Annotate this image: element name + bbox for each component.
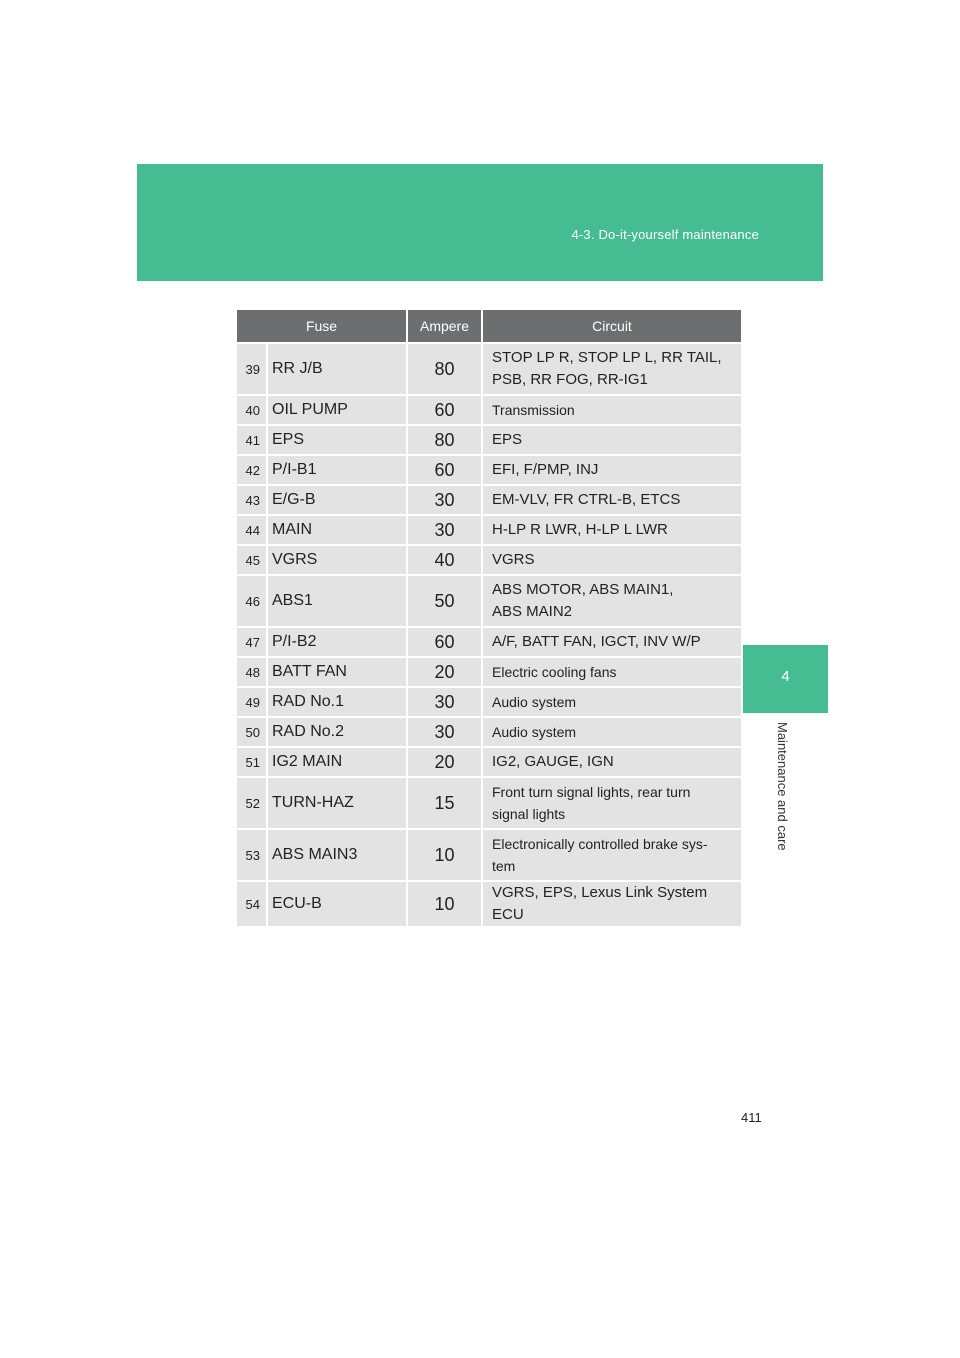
table-row [237, 747, 741, 777]
fuse-name: MAIN [267, 515, 407, 545]
circuit-cell [482, 657, 741, 687]
ampere-value: 30 [407, 717, 482, 747]
table-row [237, 545, 741, 575]
fuse-number: 50 [237, 717, 267, 747]
ampere-value: 60 [407, 627, 482, 657]
table-row [237, 687, 741, 717]
chapter-label-wrapper [772, 722, 794, 862]
circuit-line: Front turn signal lights, rear turn [492, 784, 691, 800]
table-row [237, 657, 741, 687]
fuse-number: 52 [237, 777, 267, 829]
chapter-tab [743, 645, 828, 713]
section-title: 4-3. Do-it-yourself maintenance [571, 227, 759, 242]
ampere-value: 30 [407, 687, 482, 717]
column-header-ampere: Ampere [407, 310, 482, 343]
ampere-value: 60 [407, 455, 482, 485]
fuse-name: ABS MAIN3 [267, 829, 407, 881]
column-header-circuit: Circuit [482, 310, 741, 343]
table-row [237, 829, 741, 881]
circuit-cell [482, 687, 741, 717]
chapter-label: Maintenance and care [775, 722, 790, 851]
fuse-number: 40 [237, 395, 267, 425]
circuit-cell [482, 575, 741, 627]
column-header-fuse: Fuse [237, 310, 407, 343]
fuse-name: RAD No.2 [267, 717, 407, 747]
ampere-value: 80 [407, 343, 482, 395]
circuit-line: H-LP R LWR, H-LP L LWR [492, 521, 668, 538]
fuse-name: P/I-B1 [267, 455, 407, 485]
table-row [237, 777, 741, 829]
fuse-number: 47 [237, 627, 267, 657]
page-number: 411 [741, 1110, 762, 1125]
fuse-table [237, 310, 741, 926]
ampere-value: 30 [407, 515, 482, 545]
circuit-cell [482, 515, 741, 545]
ampere-value: 50 [407, 575, 482, 627]
ampere-value: 80 [407, 425, 482, 455]
fuse-name: VGRS [267, 545, 407, 575]
circuit-cell [482, 545, 741, 575]
fuse-number: 44 [237, 515, 267, 545]
circuit-cell [482, 455, 741, 485]
circuit-line: EFI, F/PMP, INJ [492, 461, 599, 478]
table-row [237, 455, 741, 485]
fuse-name: TURN-HAZ [267, 777, 407, 829]
circuit-line: tem [492, 858, 516, 874]
circuit-cell [482, 717, 741, 747]
table-row [237, 425, 741, 455]
circuit-line: STOP LP R, STOP LP L, RR TAIL, [492, 349, 722, 366]
fuse-name: EPS [267, 425, 407, 455]
fuse-number: 42 [237, 455, 267, 485]
header-band [137, 164, 823, 281]
table-row [237, 515, 741, 545]
circuit-line: ABS MAIN2 [492, 603, 573, 620]
circuit-line: Electronically controlled brake sys- [492, 836, 708, 852]
circuit-cell [482, 343, 741, 395]
table-row [237, 881, 741, 926]
table-header-row [237, 310, 741, 343]
circuit-line: IG2, GAUGE, IGN [492, 753, 614, 770]
circuit-line: PSB, RR FOG, RR-IG1 [492, 371, 648, 388]
circuit-line: VGRS [492, 551, 535, 568]
fuse-number: 41 [237, 425, 267, 455]
circuit-cell [482, 747, 741, 777]
circuit-line: ABS MOTOR, ABS MAIN1, [492, 581, 674, 598]
fuse-name: ECU-B [267, 881, 407, 926]
circuit-line: Audio system [492, 694, 577, 710]
circuit-cell [482, 395, 741, 425]
fuse-number: 45 [237, 545, 267, 575]
chapter-number: 4 [781, 668, 790, 685]
circuit-cell [482, 881, 741, 926]
fuse-name: RAD No.1 [267, 687, 407, 717]
circuit-line: signal lights [492, 806, 566, 822]
fuse-number: 46 [237, 575, 267, 627]
fuse-number: 49 [237, 687, 267, 717]
circuit-line: A/F, BATT FAN, IGCT, INV W/P [492, 633, 701, 650]
ampere-value: 15 [407, 777, 482, 829]
circuit-line: VGRS, EPS, Lexus Link System ECU [492, 884, 708, 923]
ampere-value: 40 [407, 545, 482, 575]
fuse-name: OIL PUMP [267, 395, 407, 425]
table-row [237, 575, 741, 627]
table-row [237, 485, 741, 515]
circuit-line: Electric cooling fans [492, 664, 617, 680]
ampere-value: 20 [407, 747, 482, 777]
fuse-name: BATT FAN [267, 657, 407, 687]
fuse-number: 51 [237, 747, 267, 777]
circuit-line: EPS [492, 431, 523, 448]
circuit-line: Audio system [492, 724, 577, 740]
circuit-cell [482, 485, 741, 515]
fuse-table-body [237, 343, 741, 926]
fuse-number: 53 [237, 829, 267, 881]
fuse-name: E/G-B [267, 485, 407, 515]
ampere-value: 60 [407, 395, 482, 425]
circuit-cell [482, 425, 741, 455]
table-row [237, 717, 741, 747]
ampere-value: 30 [407, 485, 482, 515]
fuse-name: IG2 MAIN [267, 747, 407, 777]
fuse-name: RR J/B [267, 343, 407, 395]
fuse-number: 39 [237, 343, 267, 395]
table-row [237, 395, 741, 425]
ampere-value: 10 [407, 881, 482, 926]
fuse-number: 48 [237, 657, 267, 687]
fuse-name: P/I-B2 [267, 627, 407, 657]
table-row [237, 627, 741, 657]
fuse-number: 54 [237, 881, 267, 926]
ampere-value: 10 [407, 829, 482, 881]
circuit-cell [482, 829, 741, 881]
ampere-value: 20 [407, 657, 482, 687]
circuit-cell [482, 627, 741, 657]
fuse-number: 43 [237, 485, 267, 515]
circuit-line: EM-VLV, FR CTRL-B, ETCS [492, 491, 681, 508]
circuit-line: Transmission [492, 402, 575, 418]
table-row [237, 343, 741, 395]
fuse-name: ABS1 [267, 575, 407, 627]
circuit-cell [482, 777, 741, 829]
